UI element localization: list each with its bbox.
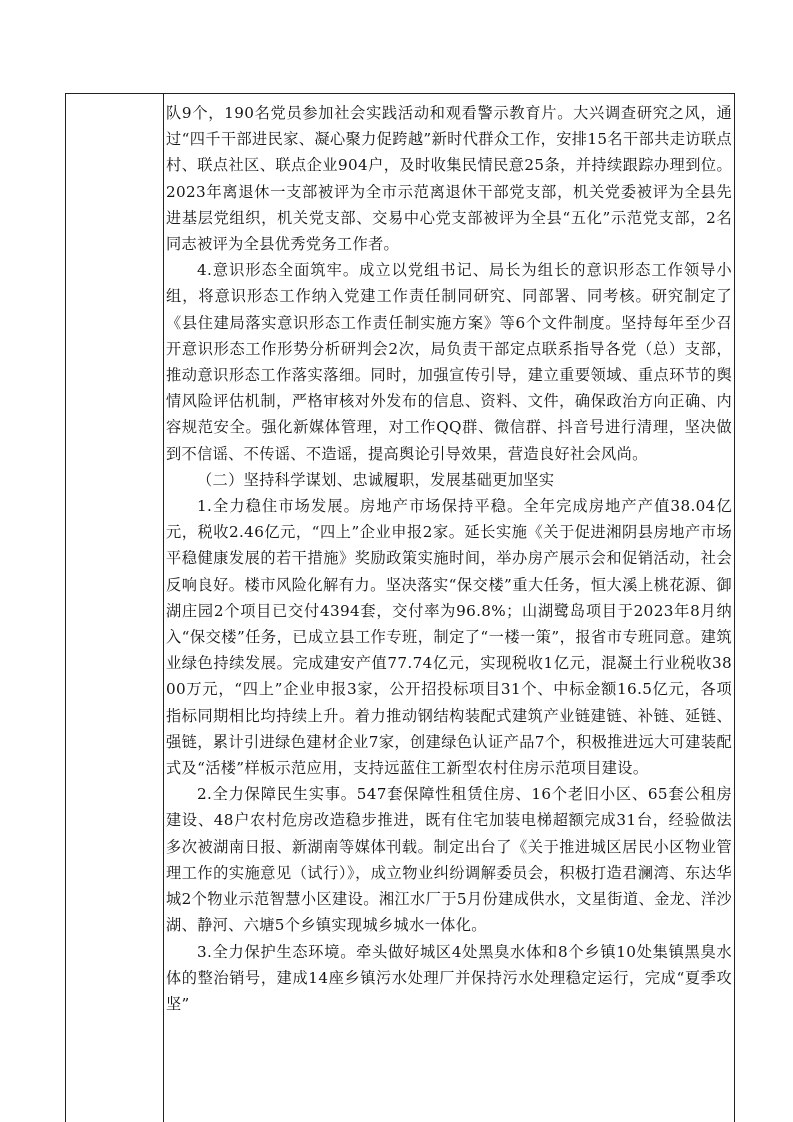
table-label-column: [66, 94, 164, 1122]
paragraph-housing-market: 1.全力稳住市场发展。房地产市场保持平稳。全年完成房地产产值38.04亿元，税收2.46亿元，“四上”企业申报2家。延长实施《关于促进湘阴县房地产市场平稳健康发展的若干措施》奖励政策实施时间，举办房产展示会和促销活动，社会反响良好。楼市风险化解有力。坚决落实“保交楼”重大任务，恒大溪上桃花源、御湖庄园2个项目已交付4394套，交付率为96.8%；山湖鹭岛项目于2023年8月纳入“保交楼”任务，已成立县工作专班，制定了“一楼一策”，报省市专班同意。建筑业绿色持续发展。完成建安产值77.74亿元，实现税收1亿元，混凝土行业税收3800万元，“四上”企业申报3家，公开招投标项目31个、中标金额16.5亿元，各项指标同期相比均持续上升。着力推动钢结构装配式建筑产业链建链、补链、延链、强链，累计引进绿色建材企业7家，创建绿色认证产品7个，积极推进远大可建装配式及“活楼”样板示范应用，支持远蓝住工新型农村住房示范项目建设。: [166, 497, 732, 778]
paragraph-ideology: 4.意识形态全面筑牢。成立以党组书记、局长为组长的意识形态工作领导小组，将意识形态工作纳入党建工作责任制同研究、同部署、同考核。研究制定了《县住建局落实意识形态工作责任制实施方案》等6个文件制度。坚持每年至少召开意识形态工作形势分析研判会2次，局负责干部定点联系指导各党（总）支部，推动意识形态工作落实落细。同时，加强宣传引导，建立重要领域、重点环节的舆情风险评估机制，严格审核对外发布的信息、资料、文件，确保政治方向正确、内容规范安全。强化新媒体管理，对工作QQ群、微信群、抖音号进行清理，坚决做到不信谣、不传谣、不造谣，提高舆论引导效果，营造良好社会风尚。: [166, 261, 732, 463]
section-heading-two: （二）坚持科学谋划、忠诚履职，发展基础更加坚实: [197, 470, 555, 489]
paragraph-livelihood: 2.全力保障民生实事。547套保障性租赁住房、16个老旧小区、65套公租房建设、48户农村危房改造稳步推进，既有住宅加装电梯超额完成31台，经验做法多次被湖南日报、新湖南等媒体刊载。制定出台了《关于推进城区居民小区物业管理工作的实施意见（试行）》，成立物业纠纷调解委员会，积极打造君澜湾、东达华城2个物业示范智慧小区建设。湘江水厂于5月份建成供水，文星街道、金龙、洋沙湖、静河、六塘5个乡镇实现城乡城水一体化。: [166, 785, 732, 935]
paragraph-ecology: 3.全力保护生态环境。牵头做好城区4处黑臭水体和8个乡镇10处集镇黑臭水体的整治销号，建成14座乡镇污水处理厂并保持污水处理稳定运行，完成“夏季攻坚”: [166, 942, 732, 1013]
table-frame: [65, 93, 735, 1122]
paragraph-party-activities: 队9个，190名党员参加社会实践活动和观看警示教育片。大兴调查研究之风，通过“四千干部进民家、凝心聚力促跨越”新时代群众工作，安排15名干部共走访联点村、联点社区、联点企业904户，及时收集民情民意25条，并持续跟踪办理到位。2023年离退休一支部被评为全市示范离退休干部党支部，机关党委被评为全县先进基层党组织，机关党支部、交易中心党支部被评为全县“五化”示范党支部，2名同志被评为全县优秀党务工作者。: [166, 104, 732, 254]
table-content-column: [166, 94, 732, 1122]
